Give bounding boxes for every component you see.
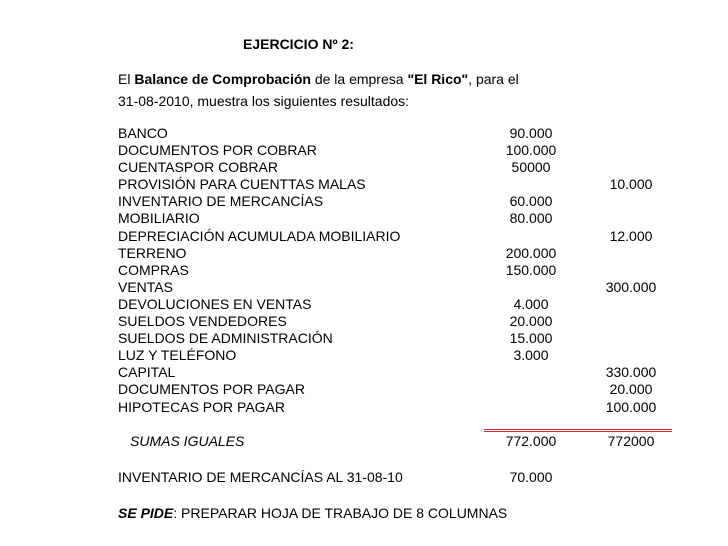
account-credit: 10.000 <box>609 176 653 193</box>
account-row <box>118 245 678 262</box>
account-label: DOCUMENTOS POR COBRAR <box>118 142 317 159</box>
account-label: SUELDOS VENDEDORES <box>118 313 287 330</box>
account-row <box>118 296 678 313</box>
final-inventory-value: 70.000 <box>509 469 553 485</box>
task-keyword: SE PIDE <box>118 505 174 521</box>
account-credit: 100.000 <box>605 398 657 415</box>
intro-text-2: de la empresa <box>310 71 408 87</box>
account-label: LUZ Y TELÉFONO <box>118 347 237 364</box>
account-row <box>118 159 678 176</box>
intro-line-2: 31-08-2010, muestra los siguientes resultados: <box>118 93 410 109</box>
account-label: INVENTARIO DE MERCANCÍAS <box>118 193 324 210</box>
account-row <box>118 313 678 330</box>
intro-bold-company: "El Rico" <box>407 71 469 87</box>
account-row <box>118 330 678 347</box>
intro-text-1: El <box>118 71 135 87</box>
sumas-label: SUMAS IGUALES <box>130 433 245 449</box>
sumas-credit: 772000 <box>607 433 655 449</box>
account-row <box>118 347 678 364</box>
account-debit: 20.000 <box>509 313 553 330</box>
account-debit: 200.000 <box>505 244 557 261</box>
final-inventory-label: INVENTARIO DE MERCANCÍAS AL 31-08-10 <box>118 469 403 485</box>
account-debit: 80.000 <box>509 210 553 227</box>
account-label: BANCO <box>118 125 168 141</box>
account-label: VENTAS <box>118 278 173 295</box>
final-inventory-row <box>118 468 678 486</box>
account-row <box>118 364 678 381</box>
account-row <box>118 193 678 210</box>
totals-double-underline <box>484 429 672 432</box>
account-label: HIPOTECAS POR PAGAR <box>118 398 285 415</box>
account-debit: 3.000 <box>513 347 549 364</box>
account-debit: 60.000 <box>509 193 553 210</box>
account-debit: 15.000 <box>509 330 553 347</box>
account-credit: 330.000 <box>605 364 657 381</box>
account-label: TERRENO <box>118 244 187 261</box>
account-label: CAPITAL <box>118 364 176 381</box>
account-row <box>118 228 678 245</box>
account-row <box>118 262 678 279</box>
task-text: : PREPARAR HOJA DE TRABAJO DE 8 COLUMNAS <box>173 505 508 521</box>
account-row <box>118 210 678 227</box>
account-credit: 12.000 <box>609 227 653 244</box>
account-label: MOBILIARIO <box>118 210 200 227</box>
account-debit: 150.000 <box>505 261 557 278</box>
account-row <box>118 125 678 142</box>
account-label: PROVISIÓN PARA CUENTTAS MALAS <box>118 176 366 193</box>
account-credit: 20.000 <box>609 381 653 398</box>
account-row <box>118 176 678 193</box>
sumas-debit: 772.000 <box>505 433 557 449</box>
account-row <box>118 381 678 398</box>
account-label: DOCUMENTOS POR PAGAR <box>118 381 305 398</box>
account-debit: 50000 <box>511 159 551 176</box>
account-credit: 300.000 <box>605 278 657 295</box>
intro-bold-balance: Balance de Comprobación <box>134 71 311 87</box>
sumas-iguales-row <box>118 433 678 450</box>
account-row <box>118 399 678 416</box>
account-label: DEVOLUCIONES EN VENTAS <box>118 295 312 312</box>
account-row <box>118 142 678 159</box>
task-instruction <box>118 505 507 521</box>
intro-paragraph <box>118 68 519 112</box>
account-label: COMPRAS <box>118 261 189 278</box>
account-row <box>118 279 678 296</box>
intro-line-1 <box>118 68 519 90</box>
intro-text-3: , para el <box>468 71 519 87</box>
account-label: SUELDOS DE ADMINISTRACIÓN <box>118 330 333 347</box>
trial-balance-table <box>118 125 678 416</box>
account-debit: 100.000 <box>505 142 557 159</box>
account-label: DEPRECIACIÓN ACUMULADA MOBILIARIO <box>118 227 401 244</box>
account-debit: 90.000 <box>509 125 553 141</box>
exercise-title: EJERCICIO Nº 2: <box>243 36 354 52</box>
account-label: CUENTASPOR COBRAR <box>118 159 278 176</box>
account-debit: 4.000 <box>513 295 549 312</box>
